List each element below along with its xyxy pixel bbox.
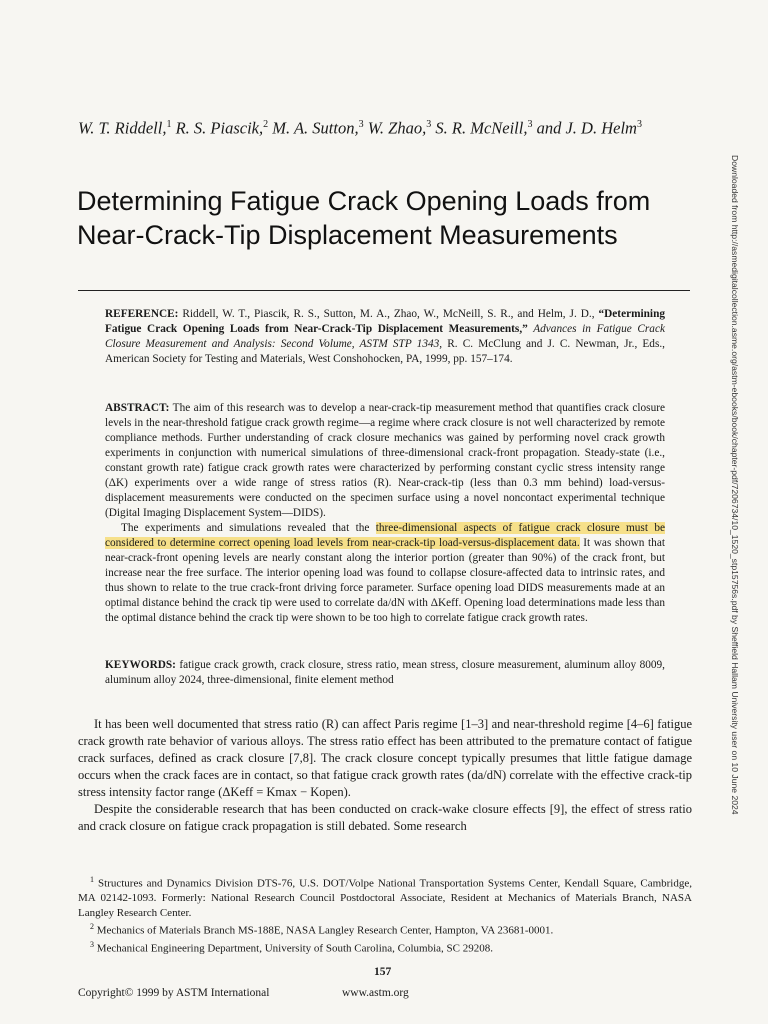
reference-details: R. C. McClung and J. C. Newman, Jr., Eds., American Society for Testing and Materials, West Conshohocken, PA, 1999, pp. 157–174. xyxy=(105,338,665,365)
abstract-text: The experiments and simulations revealed that the xyxy=(121,522,376,534)
author-list xyxy=(78,114,698,140)
footnote-text: Mechanical Engineering Department, University of South Carolina, Columbia, SC 29208. xyxy=(94,942,493,955)
author-name: R. S. Piascik, xyxy=(171,118,264,138)
body-text xyxy=(78,716,692,835)
reference-block xyxy=(105,307,665,367)
footnote-text: Structures and Dynamics Division DTS-76, U.S. DOT/Volpe National Transportation Systems Center, Kendall Square, Cambridge, MA 02142-1093. Formerly: National Research Council Postdoctoral Associate, Resident at Mechanics of Materials Branch, NASA Langley Research Center. xyxy=(78,877,692,919)
footnote-mark: 3 xyxy=(90,940,94,950)
footnote-mark: 2 xyxy=(90,922,94,932)
footnote-text: Mechanics of Materials Branch MS-188E, NASA Langley Research Center, Hampton, VA 23681-0001. xyxy=(94,924,554,937)
footnote xyxy=(78,873,692,920)
highlighted-text: three-dimensional aspects of fatigue crack closure must be considered to determine correct opening load levels from near-crack-tip load-versus-displacement data. xyxy=(105,522,665,549)
page-number: 157 xyxy=(374,966,392,978)
reference-authors: Riddell, W. T., Piascik, R. S., Sutton, M. A., Zhao, W., McNeill, S. R., and Helm, J. D., xyxy=(178,308,599,320)
affiliation-mark: 3 xyxy=(358,119,364,130)
footnote-mark: 1 xyxy=(90,875,94,884)
abstract-label: ABSTRACT: xyxy=(105,402,170,414)
abstract-paragraph xyxy=(105,401,665,521)
affiliation-mark: 1 xyxy=(166,119,172,130)
abstract-block xyxy=(105,401,665,626)
footnote xyxy=(78,938,692,956)
footnotes xyxy=(78,873,692,956)
body-paragraph: Despite the considerable research that has been conducted on crack-wake closure effects [9], the effect of stress ratio and crack closure on fatigue crack propagation is still debated. Some research xyxy=(78,802,692,833)
author-name: W. T. Riddell, xyxy=(78,118,167,138)
abstract-paragraph xyxy=(105,521,665,626)
reference-label: REFERENCE: xyxy=(105,308,179,320)
author-name: W. Zhao, xyxy=(363,118,427,138)
publisher-website: www.astm.org xyxy=(342,987,409,999)
abstract-text: The aim of this research was to develop a near-crack-tip measurement method that quantifies crack closure levels in the near-threshold fatigue crack growth regime—a regime where crack closure is not well characterized by remote compliance methods. Further understanding of crack closure mechanics was gained by performing novel crack growth experiments in conjunction with numerical simulations of three-dimensional crack-front propagation. Steady-state (i.e., constant growth rate) fatigue crack growth rates were characterized by performing constant cyclic stress intensity range (ΔK) experiments over a wide range of stress ratios (R). Near-crack-tip (less than 0.3 mm behind) load-versus-displacement measurements were conducted on the specimen surface using a novel noncontact experimental technique (Digital Imaging Displacement System—DIDS). xyxy=(105,402,665,519)
footnote xyxy=(78,920,692,938)
keywords-label: KEYWORDS: xyxy=(105,659,176,671)
affiliation-mark: 3 xyxy=(527,119,533,130)
keywords-block xyxy=(105,658,665,688)
author-name: M. A. Sutton, xyxy=(268,118,359,138)
download-watermark xyxy=(726,155,742,890)
title-divider xyxy=(78,290,690,291)
download-note: Downloaded from http://asmedigitalcollection.asme.org/astm-ebooks/book/chapter-pdf/7206734/10_1520_stp15756s.pdf by Sheffield Hallam University user on 10 June 2024 xyxy=(730,155,740,815)
keywords-text: fatigue crack growth, crack closure, stress ratio, mean stress, closure measurement, aluminum alloy 8009, aluminum alloy 2024, three-dimensional, finite element method xyxy=(105,659,665,686)
reference-book: Advances in Fatigue Crack Closure Measurement and Analysis: Second Volume, ASTM STP 1343, xyxy=(105,323,665,350)
affiliation-mark: 3 xyxy=(636,119,642,130)
paper-title: Determining Fatigue Crack Opening Loads from Near-Crack-Tip Displacement Measurements xyxy=(77,186,651,250)
author-name: and J. D. Helm xyxy=(532,118,637,138)
affiliation-mark: 2 xyxy=(263,119,269,130)
body-paragraph: It has been well documented that stress ratio (R) can affect Paris regime [1–3] and near-threshold regime [4–6] fatigue crack growth rate behavior of various alloys. The stress ratio effect has been attributed to the premature contact of fatigue crack surfaces, defined as crack closure [7,8]. The crack closure concept typically presumes that little fatigue damage occurs when the crack faces are in contact, so that fatigue crack growth rates (da/dN) correlate with the effective crack-tip stress intensity factor range (ΔKeff = Kmax − Kopen). xyxy=(78,717,692,799)
copyright-notice: Copyright© 1999 by ASTM International xyxy=(78,987,270,999)
reference-paper-title: “Determining Fatigue Crack Opening Loads from Near-Crack-Tip Displacement Measurements,” xyxy=(105,308,665,335)
author-name: S. R. McNeill, xyxy=(431,118,528,138)
affiliation-mark: 3 xyxy=(426,119,432,130)
abstract-text: It was shown that near-crack-front opening levels are nearly constant along the interior portion (greater than 90%) of the crack front, but increase near the free surface. The interior opening load was found to collapse closure-affected data to intrinsic rates, and thus shown to relate to the true crack-front driving force parameter. Surface opening load DIDS measurements made at an optimal distance behind the crack tip were used to correlate da/dN with ΔKeff. Opening load determinations made less than the optimal distance behind the crack tip were shown to be too high to correlate fatigue crack growth rates. xyxy=(105,537,665,624)
